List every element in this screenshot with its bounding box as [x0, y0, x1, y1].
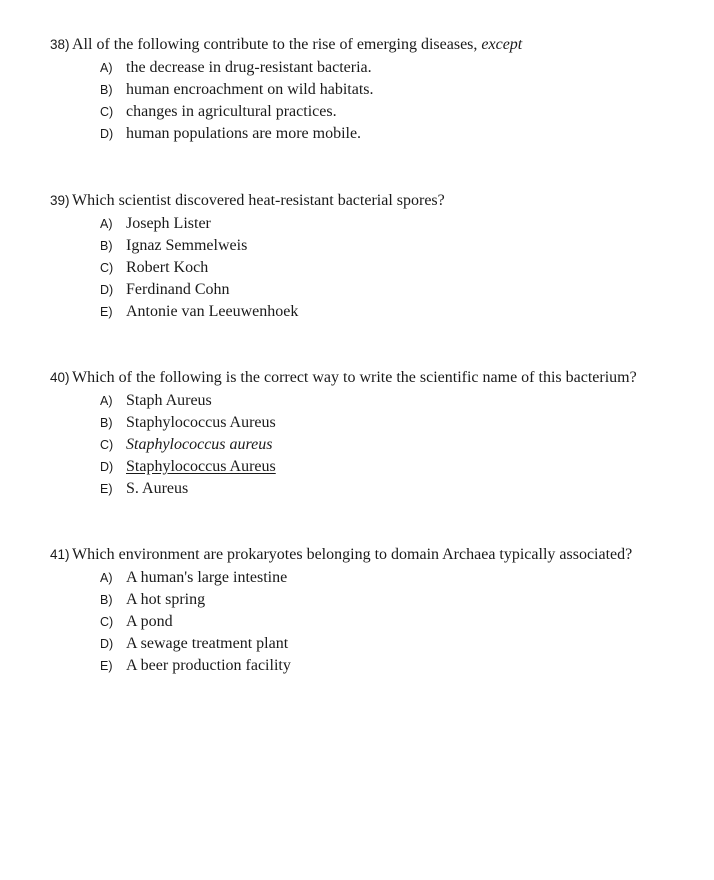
question-number: 39) — [50, 193, 70, 208]
option-letter: C) — [100, 438, 114, 452]
option-text: S. Aureus — [126, 480, 189, 497]
option-row[interactable] — [0, 478, 714, 500]
option-text: Robert Koch — [126, 259, 209, 276]
option-row[interactable] — [0, 279, 714, 301]
question-text-plain: Which environment are prokaryotes belonging to domain Archaea typically associated? — [72, 546, 633, 563]
option-letter: A) — [100, 571, 113, 585]
option-letter: D) — [100, 283, 114, 297]
option-text: A hot spring — [126, 591, 206, 608]
option-row[interactable] — [0, 611, 714, 633]
option-row[interactable] — [0, 235, 714, 257]
question-stem — [0, 190, 714, 212]
option-text: A pond — [126, 613, 173, 630]
option-letter: C) — [100, 105, 114, 119]
question-text — [72, 367, 637, 389]
option-text: Joseph Lister — [126, 215, 211, 232]
option-letter: A) — [100, 61, 113, 75]
option-list — [0, 57, 714, 145]
option-letter: B) — [100, 416, 113, 430]
option-text: Staphylococcus Aureus — [126, 458, 276, 475]
option-row[interactable] — [0, 57, 714, 79]
option-text: A beer production facility — [126, 657, 291, 674]
question-block — [0, 34, 714, 145]
option-letter: C) — [100, 615, 114, 629]
option-text: human encroachment on wild habitats. — [126, 81, 374, 98]
question-text — [72, 190, 445, 212]
question-text-plain: Which of the following is the correct way to write the scientific name of this bacterium? — [72, 369, 637, 386]
option-text: Staphylococcus Aureus — [126, 414, 276, 431]
option-list — [0, 213, 714, 323]
option-text: A sewage treatment plant — [126, 635, 289, 652]
option-text: Ferdinand Cohn — [126, 281, 230, 298]
question-number: 41) — [50, 547, 70, 562]
option-text: changes in agricultural practices. — [126, 103, 337, 120]
question-stem — [0, 544, 714, 566]
question-block — [0, 367, 714, 500]
option-letter: A) — [100, 394, 113, 408]
option-row[interactable] — [0, 567, 714, 589]
option-letter: D) — [100, 460, 114, 474]
question-stem — [0, 367, 714, 389]
option-row[interactable] — [0, 123, 714, 145]
option-letter: E) — [100, 482, 113, 496]
option-letter: E) — [100, 659, 113, 673]
option-row[interactable] — [0, 655, 714, 677]
option-letter: B) — [100, 83, 113, 97]
option-text: A human's large intestine — [126, 569, 288, 586]
option-row[interactable] — [0, 412, 714, 434]
option-letter: D) — [100, 127, 114, 141]
question-text — [72, 34, 522, 56]
option-text: the decrease in drug-resistant bacteria. — [126, 59, 372, 76]
option-row[interactable] — [0, 101, 714, 123]
option-text: Ignaz Semmelweis — [126, 237, 248, 254]
option-row[interactable] — [0, 589, 714, 611]
option-row[interactable] — [0, 390, 714, 412]
question-text-plain: Which scientist discovered heat-resistant bacterial spores? — [72, 192, 445, 209]
question-text — [72, 544, 632, 566]
question-block — [0, 544, 714, 677]
option-text: human populations are more mobile. — [126, 125, 362, 142]
option-letter: B) — [100, 593, 113, 607]
option-row[interactable] — [0, 633, 714, 655]
option-letter: B) — [100, 239, 113, 253]
question-block — [0, 190, 714, 323]
option-list — [0, 390, 714, 500]
question-text-emphasis: except — [481, 36, 523, 53]
option-row[interactable] — [0, 79, 714, 101]
option-text: Antonie van Leeuwenhoek — [126, 303, 299, 320]
option-text: Staphylococcus aureus — [126, 436, 273, 453]
question-number: 38) — [50, 37, 70, 52]
option-letter: C) — [100, 261, 114, 275]
option-letter: E) — [100, 305, 113, 319]
option-list — [0, 567, 714, 677]
option-row[interactable] — [0, 434, 714, 456]
option-letter: D) — [100, 637, 114, 651]
question-text-plain: All of the following contribute to the rise of emerging diseases, — [72, 36, 482, 53]
option-row[interactable] — [0, 213, 714, 235]
option-row[interactable] — [0, 301, 714, 323]
question-number: 40) — [50, 370, 70, 385]
question-stem — [0, 34, 714, 56]
option-row[interactable] — [0, 257, 714, 279]
option-text: Staph Aureus — [126, 392, 212, 409]
option-letter: A) — [100, 217, 113, 231]
option-row[interactable] — [0, 456, 714, 478]
